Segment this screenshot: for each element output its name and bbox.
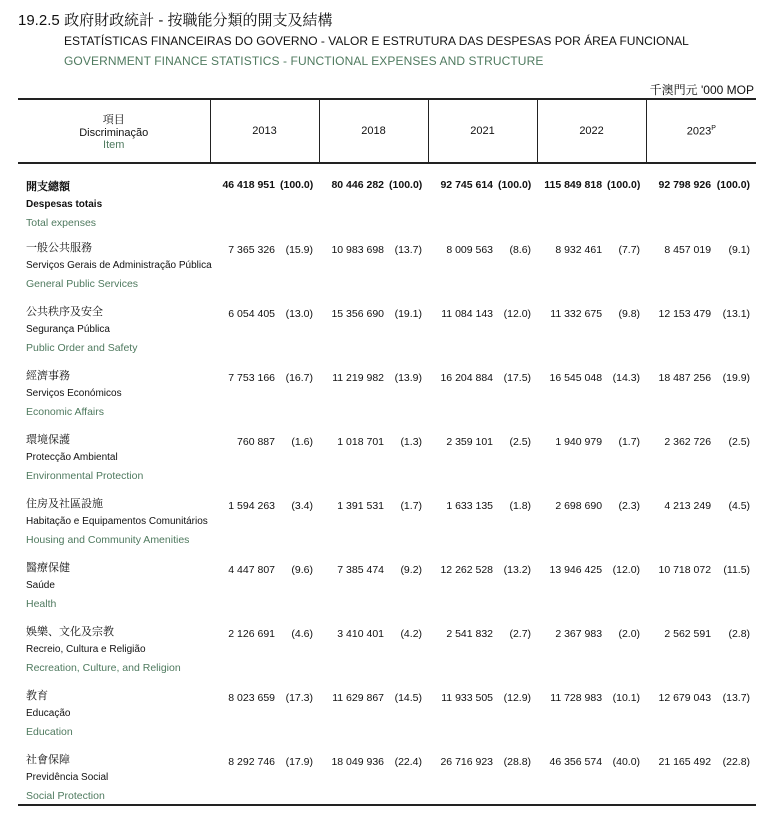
table-body — [18, 163, 756, 815]
title-pt: ESTATÍSTICAS FINANCEIRAS DO GOVERNO - VALOR E ESTRUTURA DAS DESPESAS POR ÁREA FUNCIONAL — [64, 34, 689, 48]
year-header-2021: 2021 — [428, 99, 537, 163]
value-cell: 7 365 326 — [228, 244, 275, 256]
value-cell: 46 418 951 — [222, 179, 275, 191]
row-label-zh: 住房及社區設施 — [26, 498, 103, 510]
row-label-zh: 公共秩序及安全 — [26, 306, 103, 318]
row-label-zh: 經濟事務 — [26, 370, 70, 382]
percent-cell: (16.7) — [285, 372, 314, 384]
value-cell: 11 629 867 — [332, 692, 385, 704]
row-label-zh: 社會保障 — [26, 754, 70, 766]
value-cell: 2 698 690 — [555, 500, 603, 512]
value-cell: 10 983 698 — [331, 244, 385, 256]
row-label-en: Recreation, Culture, and Religion — [26, 662, 181, 674]
row-label — [18, 623, 210, 687]
value-cell: 18 487 256 — [658, 372, 712, 384]
value-cell: 1 633 135 — [446, 500, 494, 512]
row-label — [18, 303, 210, 367]
value-cell: 8 009 563 — [446, 244, 494, 256]
value-cell: 2 359 101 — [446, 436, 494, 448]
percent-cell: (12.0) — [612, 564, 641, 576]
percent-cell: (11.5) — [723, 564, 751, 576]
value-cell: 8 023 659 — [228, 692, 275, 704]
percent-cell: (1.8) — [509, 500, 532, 512]
percent-cell: (12.9) — [503, 692, 532, 704]
percent-cell: (13.0) — [285, 308, 314, 320]
value-cell: 92 798 926 — [658, 179, 712, 191]
percent-cell: (100.0) — [716, 179, 751, 191]
item-header-pt: Discriminação — [79, 127, 149, 139]
value-cell: 12 262 528 — [440, 564, 494, 576]
value-cell: 11 933 505 — [441, 692, 494, 704]
title-en: GOVERNMENT FINANCE STATISTICS - FUNCTIONAL EXPENSES AND STRUCTURE — [64, 54, 544, 68]
row-label-zh: 一般公共服務 — [26, 242, 92, 254]
percent-cell: (15.9) — [285, 244, 314, 256]
value-cell: 16 204 884 — [440, 372, 494, 384]
row-label-zh: 醫療保健 — [26, 562, 70, 574]
percent-cell: (40.0) — [612, 756, 641, 768]
value-cell: 3 410 401 — [337, 628, 385, 640]
percent-cell: (3.4) — [291, 500, 314, 512]
percent-cell: (2.3) — [618, 500, 641, 512]
row-label-en: Total expenses — [26, 217, 97, 229]
year-header-2023 — [646, 99, 756, 163]
row-label-en: Education — [26, 726, 73, 738]
row-label — [18, 431, 210, 495]
value-cell: 12 679 043 — [658, 692, 712, 704]
percent-cell: (7.7) — [618, 244, 641, 256]
percent-cell: (9.1) — [728, 244, 751, 256]
percent-cell: (19.9) — [722, 372, 751, 384]
percent-cell: (13.7) — [394, 244, 423, 256]
row-label-en: General Public Services — [26, 278, 139, 290]
value-cell: 2 362 726 — [664, 436, 712, 448]
year-header-2022: 2022 — [537, 99, 646, 163]
item-header — [18, 99, 210, 163]
value-cell: 4 447 807 — [228, 564, 275, 576]
table-row — [18, 303, 756, 367]
percent-cell: (22.8) — [722, 756, 751, 768]
percent-cell: (4.5) — [728, 500, 751, 512]
row-label-en: Housing and Community Amenities — [26, 534, 190, 546]
value-cell: 80 446 282 — [331, 179, 385, 191]
table-row — [18, 559, 756, 623]
value-cell: 12 153 479 — [658, 308, 712, 320]
value-cell: 1 940 979 — [555, 436, 603, 448]
percent-cell: (2.8) — [728, 628, 751, 640]
row-label-pt: Despesas totais — [26, 199, 103, 210]
value-cell: 1 018 701 — [337, 436, 385, 448]
row-label-pt: Serviços Económicos — [26, 388, 122, 399]
percent-cell: (8.6) — [509, 244, 532, 256]
percent-cell: (28.8) — [503, 756, 532, 768]
value-cell: 15 356 690 — [331, 308, 385, 320]
table-row — [18, 239, 756, 303]
table-row — [18, 163, 756, 239]
percent-cell: (2.7) — [509, 628, 532, 640]
percent-cell: (1.6) — [291, 436, 314, 448]
percent-cell: (1.3) — [400, 436, 423, 448]
percent-cell: (19.1) — [394, 308, 423, 320]
value-cell: 11 332 675 — [550, 308, 603, 320]
table-header-block — [18, 10, 768, 72]
header-row — [18, 99, 756, 163]
row-label — [18, 559, 210, 623]
row-label-en: Public Order and Safety — [26, 342, 138, 354]
percent-cell: (13.7) — [722, 692, 751, 704]
value-cell: 2 367 983 — [555, 628, 603, 640]
row-label-pt: Educação — [26, 708, 71, 719]
row-label-pt: Previdência Social — [26, 772, 109, 783]
year-2023-label: 2023 — [686, 125, 712, 138]
title-zh: 政府財政統計 - 按職能分類的開支及結構 — [64, 12, 333, 29]
row-label — [18, 495, 210, 559]
percent-cell: (13.2) — [503, 564, 532, 576]
percent-cell: (100.0) — [607, 179, 641, 191]
unit-label: 千澳門元 '000 MOP — [649, 83, 754, 97]
percent-cell: (12.0) — [503, 308, 532, 320]
item-header-en: Item — [103, 139, 125, 151]
percent-cell: (9.2) — [400, 564, 423, 576]
row-label-en: Economic Affairs — [26, 406, 105, 418]
value-cell: 8 457 019 — [664, 244, 712, 256]
value-cell: 13 946 425 — [549, 564, 603, 576]
table-row — [18, 687, 756, 751]
percent-cell: (22.4) — [394, 756, 423, 768]
percent-cell: (2.5) — [509, 436, 532, 448]
percent-cell: (100.0) — [498, 179, 532, 191]
row-label-zh: 開支總額 — [26, 181, 70, 193]
year-header-2013: 2013 — [210, 99, 319, 163]
percent-cell: (9.6) — [291, 564, 314, 576]
year-header-2018: 2018 — [319, 99, 428, 163]
value-cell: 1 594 263 — [228, 500, 275, 512]
percent-cell: (13.9) — [394, 372, 423, 384]
value-cell: 26 716 923 — [440, 756, 494, 768]
value-cell: 10 718 072 — [658, 564, 712, 576]
row-label-pt: Serviços Gerais de Administração Pública — [26, 260, 212, 271]
row-label-zh: 娛樂、文化及宗教 — [26, 626, 114, 638]
value-cell: 7 385 474 — [337, 564, 385, 576]
value-cell: 11 219 982 — [332, 372, 385, 384]
value-cell: 115 849 818 — [544, 179, 603, 191]
value-cell: 11 728 983 — [550, 692, 603, 704]
table-bottom-rule — [18, 804, 756, 806]
value-cell: 46 356 574 — [549, 756, 603, 768]
percent-cell: (2.5) — [728, 436, 751, 448]
value-cell: 11 084 143 — [441, 308, 494, 320]
value-cell: 2 541 832 — [446, 628, 494, 640]
value-cell: 7 753 166 — [228, 372, 275, 384]
row-label-en: Environmental Protection — [26, 470, 144, 482]
row-label — [18, 367, 210, 431]
row-label-pt: Recreio, Cultura e Religião — [26, 644, 146, 655]
percent-cell: (4.2) — [400, 628, 423, 640]
value-cell: 8 292 746 — [228, 756, 275, 768]
value-cell: 760 887 — [237, 436, 275, 448]
row-label-pt: Saúde — [26, 580, 55, 591]
percent-cell: (10.1) — [612, 692, 641, 704]
table-row — [18, 367, 756, 431]
row-label — [18, 239, 210, 303]
percent-cell: (17.3) — [285, 692, 314, 704]
value-cell: 21 165 492 — [658, 756, 712, 768]
row-label-pt: Segurança Pública — [26, 324, 110, 335]
item-header-zh: 項目 — [102, 114, 125, 126]
value-cell: 92 745 614 — [440, 179, 494, 191]
percent-cell: (13.1) — [722, 308, 751, 320]
row-label-en: Social Protection — [26, 790, 105, 802]
percent-cell: (100.0) — [280, 179, 314, 191]
percent-cell: (1.7) — [400, 500, 423, 512]
percent-cell: (100.0) — [389, 179, 423, 191]
provisional-mark: P — [711, 124, 716, 132]
percent-cell: (14.5) — [394, 692, 423, 704]
percent-cell: (2.0) — [618, 628, 641, 640]
table-number: 19.2.5 — [18, 12, 60, 29]
row-label-en: Health — [26, 598, 57, 610]
value-cell: 16 545 048 — [549, 372, 603, 384]
percent-cell: (14.3) — [612, 372, 641, 384]
percent-cell: (1.7) — [618, 436, 641, 448]
value-cell: 18 049 936 — [331, 756, 385, 768]
row-label-pt: Protecção Ambiental — [26, 452, 118, 463]
row-label — [18, 163, 210, 239]
percent-cell: (9.8) — [618, 308, 641, 320]
value-cell: 2 126 691 — [228, 628, 275, 640]
percent-cell: (17.9) — [285, 756, 314, 768]
table-row — [18, 495, 756, 559]
table-row — [18, 431, 756, 495]
value-cell: 1 391 531 — [337, 500, 385, 512]
row-label-zh: 教育 — [26, 690, 48, 702]
row-label-zh: 環境保護 — [26, 434, 70, 446]
row-label — [18, 687, 210, 751]
percent-cell: (4.6) — [291, 628, 314, 640]
value-cell: 6 054 405 — [228, 308, 275, 320]
value-cell: 8 932 461 — [555, 244, 603, 256]
title-row — [18, 10, 768, 32]
table-row — [18, 623, 756, 687]
value-cell: 4 213 249 — [664, 500, 712, 512]
expenses-table — [18, 98, 756, 815]
value-cell: 2 562 591 — [664, 628, 712, 640]
row-label-pt: Habitação e Equipamentos Comunitários — [26, 516, 208, 527]
percent-cell: (17.5) — [503, 372, 532, 384]
